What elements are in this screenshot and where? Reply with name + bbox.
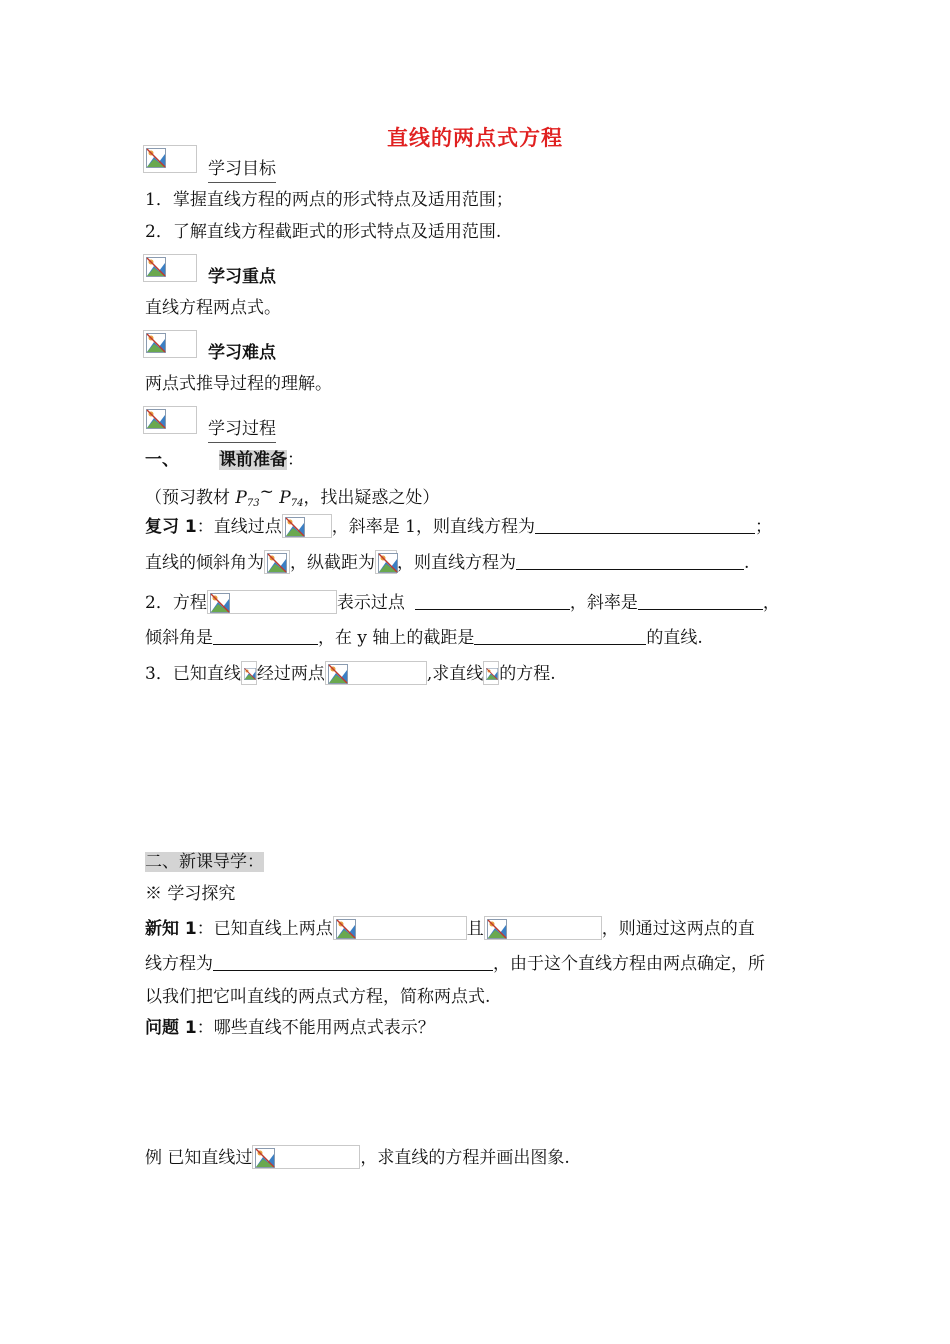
newknow-line1: 新知 1：已知直线上两点 且 ，则通过这两点的直 [145, 916, 755, 941]
broken-image-icon [143, 254, 197, 282]
broken-image-icon [333, 916, 467, 940]
part1-number: 一、 [145, 450, 179, 470]
section-process: 学习过程 [208, 417, 276, 443]
section-key: 学习重点 [208, 267, 276, 287]
answer-blank [516, 551, 744, 570]
answer-blank [213, 626, 318, 645]
question3: 3．已知直线 经过两点 ,求直线 的方程. [145, 661, 556, 686]
broken-image-icon [282, 514, 332, 538]
question2-line1: 2．方程 表示过点 ，斜率是 ， [145, 590, 780, 615]
broken-image-icon [484, 916, 602, 940]
review1-line2: 直线的倾斜角为 ，纵截距为 ，则直线方程为 . [145, 550, 749, 575]
part1-heading: 一、 课前准备： [145, 450, 304, 470]
explore-heading: ※ 学习探究 [145, 884, 236, 904]
newknow-line3: 以我们把它叫直线的两点式方程，简称两点式. [145, 987, 491, 1007]
section-difficulty: 学习难点 [208, 343, 276, 363]
goal-item-2: 2．了解直线方程截距式的形式特点及适用范围. [145, 222, 502, 242]
broken-image-icon [143, 145, 197, 173]
part2-title: 二、新课导学： [145, 852, 264, 872]
part1-title: 课前准备 [219, 450, 287, 470]
broken-image-icon [241, 661, 257, 685]
part2-heading [145, 850, 264, 874]
broken-image-icon [143, 406, 197, 434]
question2-line2: 倾斜角是 ，在 y 轴上的截距是 的直线. [145, 628, 703, 648]
broken-image-icon [207, 590, 337, 614]
difficulty-text: 两点式推导过程的理解。 [145, 374, 332, 394]
answer-blank [638, 591, 763, 610]
newknow-line2: 线方程为 ，由于这个直线方程由两点确定，所 [145, 954, 765, 974]
question1: 问题 1：哪些直线不能用两点式表示？ [145, 1018, 435, 1038]
broken-image-icon [143, 330, 197, 358]
page-title: 直线的两点式方程 [387, 126, 563, 150]
preview-note: （预习教材 $P_{73}\sim$ $P_{74}$，找出疑惑之处） [145, 482, 440, 509]
answer-blank [415, 591, 570, 610]
answer-blank [535, 515, 755, 534]
question1-label: 问题 1 [145, 1018, 197, 1038]
answer-blank [474, 626, 646, 645]
key-text: 直线方程两点式。 [145, 298, 281, 318]
broken-image-icon [483, 661, 499, 685]
broken-image-icon [252, 1145, 360, 1169]
broken-image-icon [375, 550, 397, 574]
broken-image-icon [325, 661, 427, 685]
broken-image-icon [264, 550, 290, 574]
newknow-label: 新知 1 [145, 919, 197, 939]
review1-line1: 复习 1：直线过点 ，斜率是 1，则直线方程为 ； [145, 514, 772, 539]
section-goals: 学习目标 [208, 157, 276, 183]
example-line: 例 已知直线过 ，求直线的方程并画出图象. [145, 1145, 570, 1170]
answer-blank [213, 952, 493, 971]
goal-item-1: 1．掌握直线方程的两点的形式特点及适用范围； [145, 190, 513, 210]
review1-label: 复习 1 [145, 517, 197, 537]
